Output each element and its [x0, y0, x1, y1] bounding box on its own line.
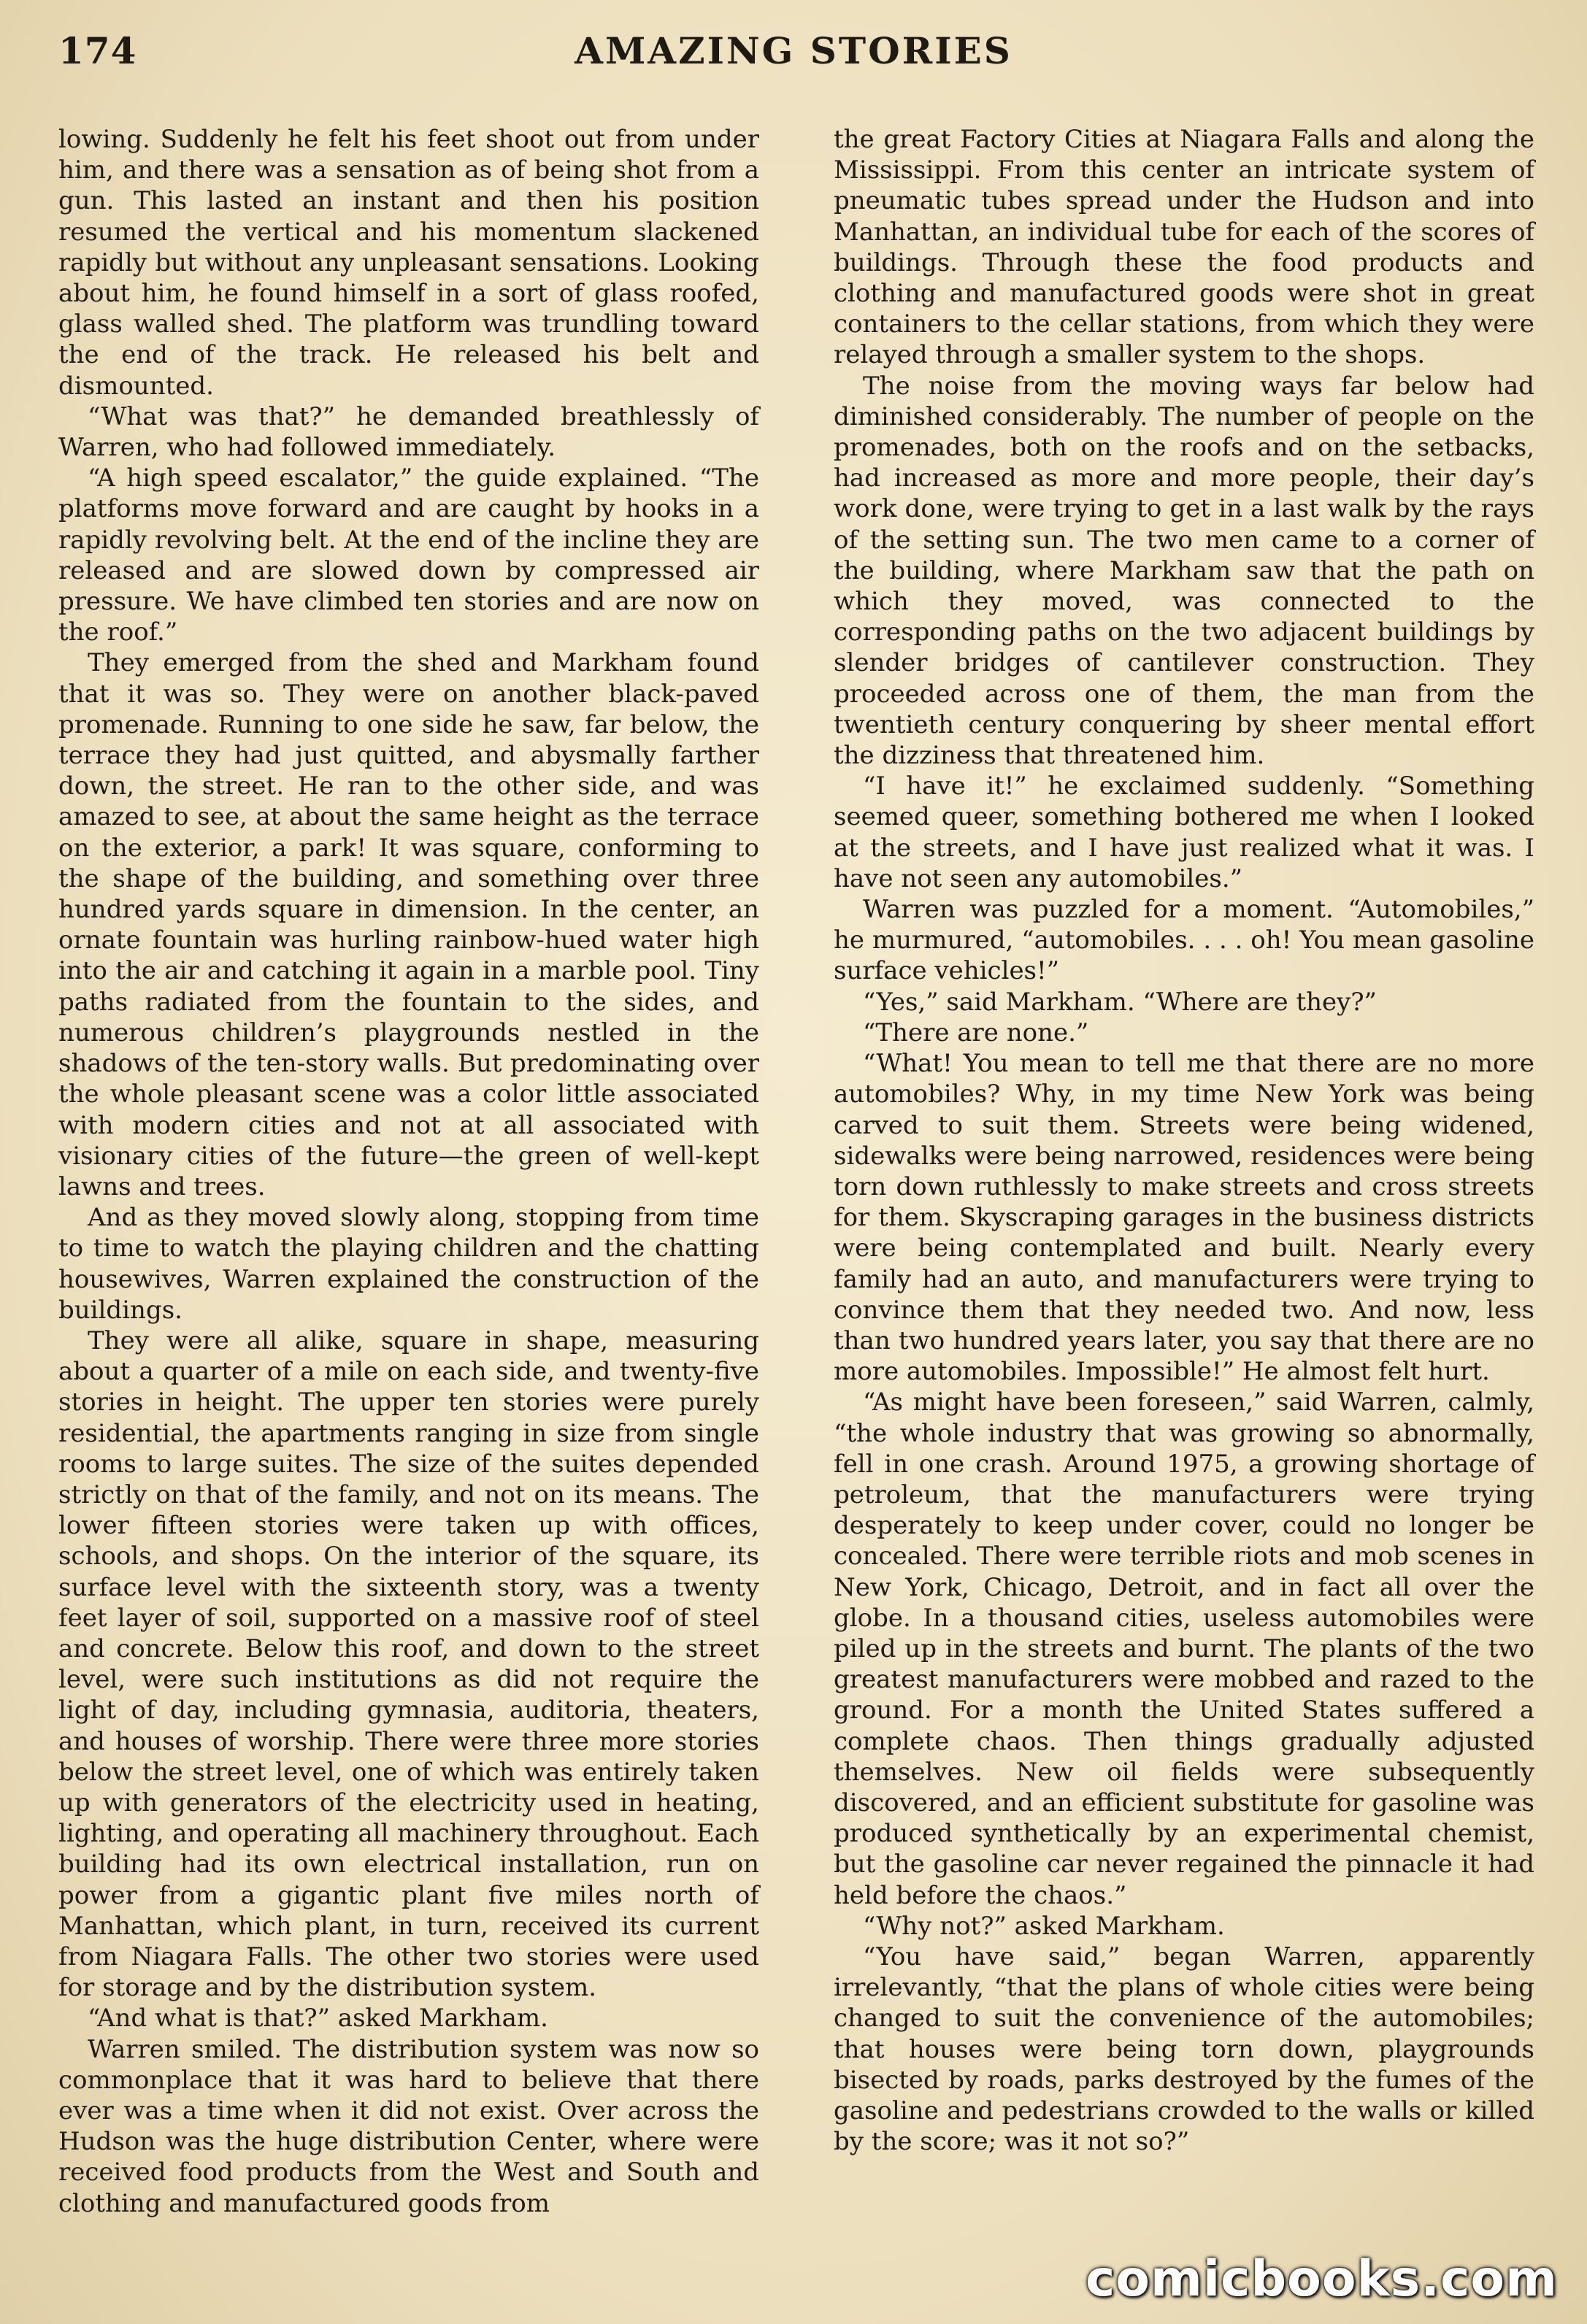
paragraph: And as they moved slowly along, stopping from time to time to watch the playing children and the chatting housewives, Warren explained the construction of the buildings. — [58, 1203, 759, 1325]
paragraph: The noise from the moving ways far below had diminished considerably. The number of people on the promenades, both on the roofs and on the setbacks, had increased as more and more people, their day’s work done, were trying to get in a last walk by the rays of the setting sun. The two men came to a corner of the building, where Markham saw that the path on which they moved, was connected to the corresponding paths on the two adjacent buildings by slender bridges of cantilever construction. They proceeded across one of them, the man from the twentieth century conquering by sheer mental effort the dizziness that threatened him. — [834, 371, 1534, 771]
paragraph: “I have it!” he exclaimed suddenly. “Something seemed queer, something bothered me when I looked at the streets, and I have just realized what it was. I have not seen any automobiles.” — [834, 772, 1534, 893]
paragraph: “You have said,” began Warren, apparently irrelevantly, “that the plans of whole cities were being changed to suit the convenience of the automobiles; that houses were being torn down, playgrounds bisected by roads, parks destroyed by the fumes of the gasoline and pedestrians crowded to the walls or killed by the score; was it not so?” — [834, 1942, 1534, 2157]
paragraph: They were all alike, square in shape, measuring about a quarter of a mile on each side, and twenty-five stories in height. The upper ten stories were purely residential, the apartments ranging in size from single rooms to large suites. The size of the suites depended strictly on that of the family, and not on its means. The lower fifteen stories were taken up with offices, schools, and shops. On the interior of the square, its surface level with the sixteenth story, was a twenty feet layer of soil, supported on a massive roof of steel and concrete. Below this roof, and down to the street level, were such institutions as did not require the light of day, including gymnasia, auditoria, theaters, and houses of worship. There were three more stories below the street level, one of which was entirely taken up with generators of the electricity used in heating, lighting, and operating all machinery throughout. Each building had its own electrical installation, run on power from a gigantic plant five miles north of Manhattan, which plant, in turn, received its current from Niagara Falls. The other two stories were used for storage and by the distribution system. — [58, 1325, 759, 2003]
paragraph: the great Factory Cities at Niagara Falls and along the Mississippi. From this center an intricate system of pneumatic tubes spread under the Hudson and into Manhattan, an individual tube for each of the scores of buildings. Through these the food products and clothing and manufactured goods were shot in great containers to the cellar stations, from which they were relayed through a smaller system to the shops. — [834, 125, 1534, 370]
paragraph: “As might have been foreseen,” said Warren, calmly, “the whole industry that was growing so abnormally, fell in one crash. Around 1975, a growing shortage of petroleum, that the manufacturers were trying desperately to keep under cover, could no longer be concealed. There were terrible riots and mob scenes in New York, Chicago, Detroit, and in fact all over the globe. In a thousand cities, useless automobiles were piled up in the streets and burnt. The plants of the two greatest manufacturers were mobbed and razed to the ground. For a month the United States suffered a complete chaos. Then things gradually adjusted themselves. New oil fields were subsequently discovered, and an efficient substitute for gasoline was produced synthetically by an experimental chemist, but the gasoline car never regained the pinnacle it had held before the chaos.” — [834, 1388, 1534, 1910]
paragraph: “Why not?” asked Markham. — [863, 1911, 1225, 1941]
page-number: 174 — [58, 29, 137, 72]
paragraph: “And what is that?” asked Markham. — [88, 2004, 548, 2034]
paragraph: “There are none.” — [863, 1017, 1089, 1047]
right-column — [834, 124, 1534, 2157]
running-head: AMAZING STORIES — [575, 29, 1012, 72]
paragraph: Warren smiled. The distribution system was now so commonplace that it was hard to believe that there ever was a time when it did not exist. Over across the Hudson was the huge distribution Center, where were received food products from the West and South and clothing and manufactured goods from — [58, 2034, 759, 2218]
paragraph: lowing. Suddenly he felt his feet shoot out from under him, and there was a sensation as of being shot from a gun. This lasted an instant and then his position resumed the vertical and his momentum slackened rapidly but without any unpleasant sensations. Looking about him, he found himself in a sort of glass roofed, glass walled shed. The platform was trundling toward the end of the track. He released his belt and dismounted. — [58, 125, 759, 401]
paragraph: Warren was puzzled for a moment. “Automobiles,” he murmured, “automobiles. . . . oh! You mean gasoline surface vehicles!” — [834, 895, 1534, 986]
paragraph: “Yes,” said Markham. “Where are they?” — [863, 987, 1377, 1017]
paragraph: “What was that?” he demanded breathlessly of Warren, who had followed immediately. — [58, 401, 759, 463]
watermark-logo: comicbooks.com — [1085, 2250, 1558, 2308]
page-header — [58, 29, 1529, 80]
paragraph: “A high speed escalator,” the guide explained. “The platforms move forward and are caught by hooks in a rapidly revolving belt. At the end of the incline they are released and are slowed down by compressed air pressure. We have climbed ten stories and are now on the roof.” — [58, 463, 759, 647]
left-column — [58, 124, 759, 2219]
paragraph: “What! You mean to tell me that there are no more automobiles? Why, in my time New York was being carved to suit them. Streets were being widened, sidewalks were being narrowed, residences were being torn down ruthlessly to make streets and cross streets for them. Skyscraping garages in the business districts were being contemplated and built. Nearly every family had an auto, and manufacturers were trying to convince them that they needed two. And now, less than two hundred years later, you say that there are no more automobiles. Impossible!” He almost felt hurt. — [834, 1049, 1534, 1387]
paragraph: They emerged from the shed and Markham found that it was so. They were on another black-paved promenade. Running to one side he saw, far below, the terrace they had just quitted, and abysmally farther down, the street. He ran to the other side, and was amazed to see, at about the same height as the terrace on the exterior, a park! It was square, conforming to the shape of the building, and something over three hundred yards square in dimension. In the center, an ornate fountain was hurling rainbow-hued water high into the air and catching it again in a marble pool. Tiny paths radiated from the fountain to the sides, and numerous children’s playgrounds nestled in the shadows of the ten-story walls. But predominating over the whole pleasant scene was a color little associated with modern cities and not at all associated with visionary cities of the future—the green of well-kept lawns and trees. — [58, 648, 759, 1201]
